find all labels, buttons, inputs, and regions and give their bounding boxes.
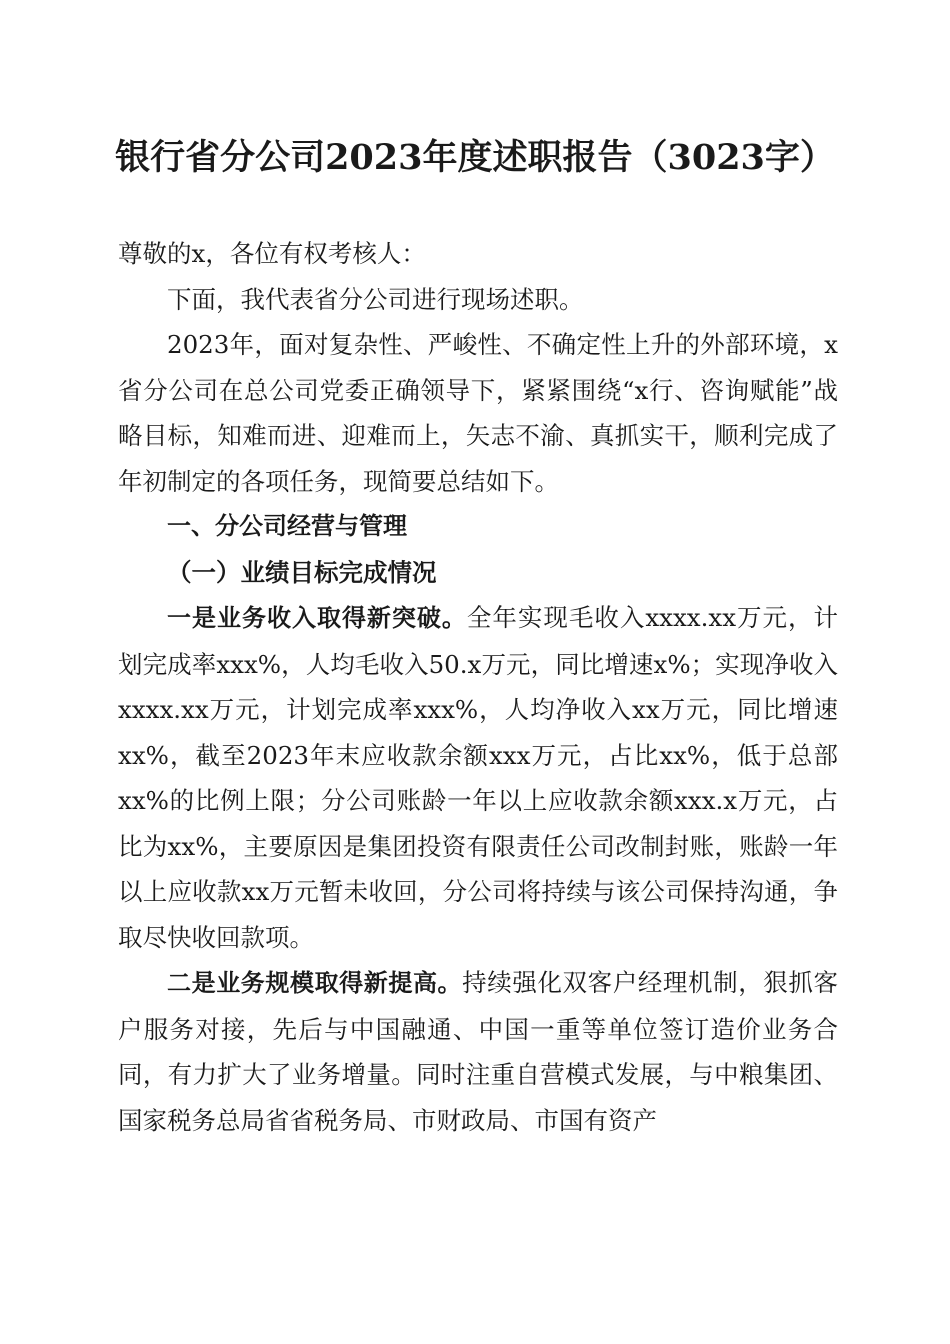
overview-paragraph: 2023年，面对复杂性、严峻性、不确定性上升的外部环境，x省分公司在总公司党委正确领导下，紧紧围绕“x行、咨询赋能”战略目标，知难而进、迎难而上，矢志不渝、真抓实干，顺利完成了年初制定的各项任务，现简要总结如下。	[118, 330, 838, 496]
subsection-heading: （一）业绩目标完成情况	[167, 557, 437, 587]
intro-paragraph: 下面，我代表省分公司进行现场述职。	[167, 284, 584, 314]
salutation: 尊敬的x，各位有权考核人：	[118, 239, 426, 268]
revenue-text: 全年实现毛收入xxxx.xx万元，计划完成率xxx%，人均毛收入50.x万元，同比增速x%；实现净收入xxxx.xx万元，计划完成率xxx%，人均净收入xx万元，同比增速xx%，截至2023年末应收款余额xxx万元，占比xx%，低于总部xx%的比例上限；分公司账龄一年以上应收款余额xxx.x万元，占比为xx%，主要原因是集团投资有限责任公司改制封账，账龄一年以上应收款xx万元暂未收回，分公司将持续与该公司保持沟通，争取尽快收回款项。	[118, 603, 838, 952]
section-heading: 一、分公司经营与管理	[167, 512, 407, 540]
scale-paragraph	[118, 960, 838, 1143]
revenue-paragraph	[118, 595, 838, 960]
revenue-lead: 一是业务收入取得新突破。	[167, 604, 467, 632]
page-title: 银行省分公司2023年度述职报告（3023字）	[115, 137, 835, 178]
document-body	[118, 231, 838, 1143]
scale-text: 持续强化双客户经理机制，狠抓客户服务对接，先后与中国融通、中国一重等单位签订造价业务合同，有力扩大了业务增量。同时注重自营模式发展，与中粮集团、国家税务总局省省税务局、市财政局、市国有资产	[118, 968, 839, 1135]
scale-lead: 二是业务规模取得新提高。	[167, 969, 463, 997]
